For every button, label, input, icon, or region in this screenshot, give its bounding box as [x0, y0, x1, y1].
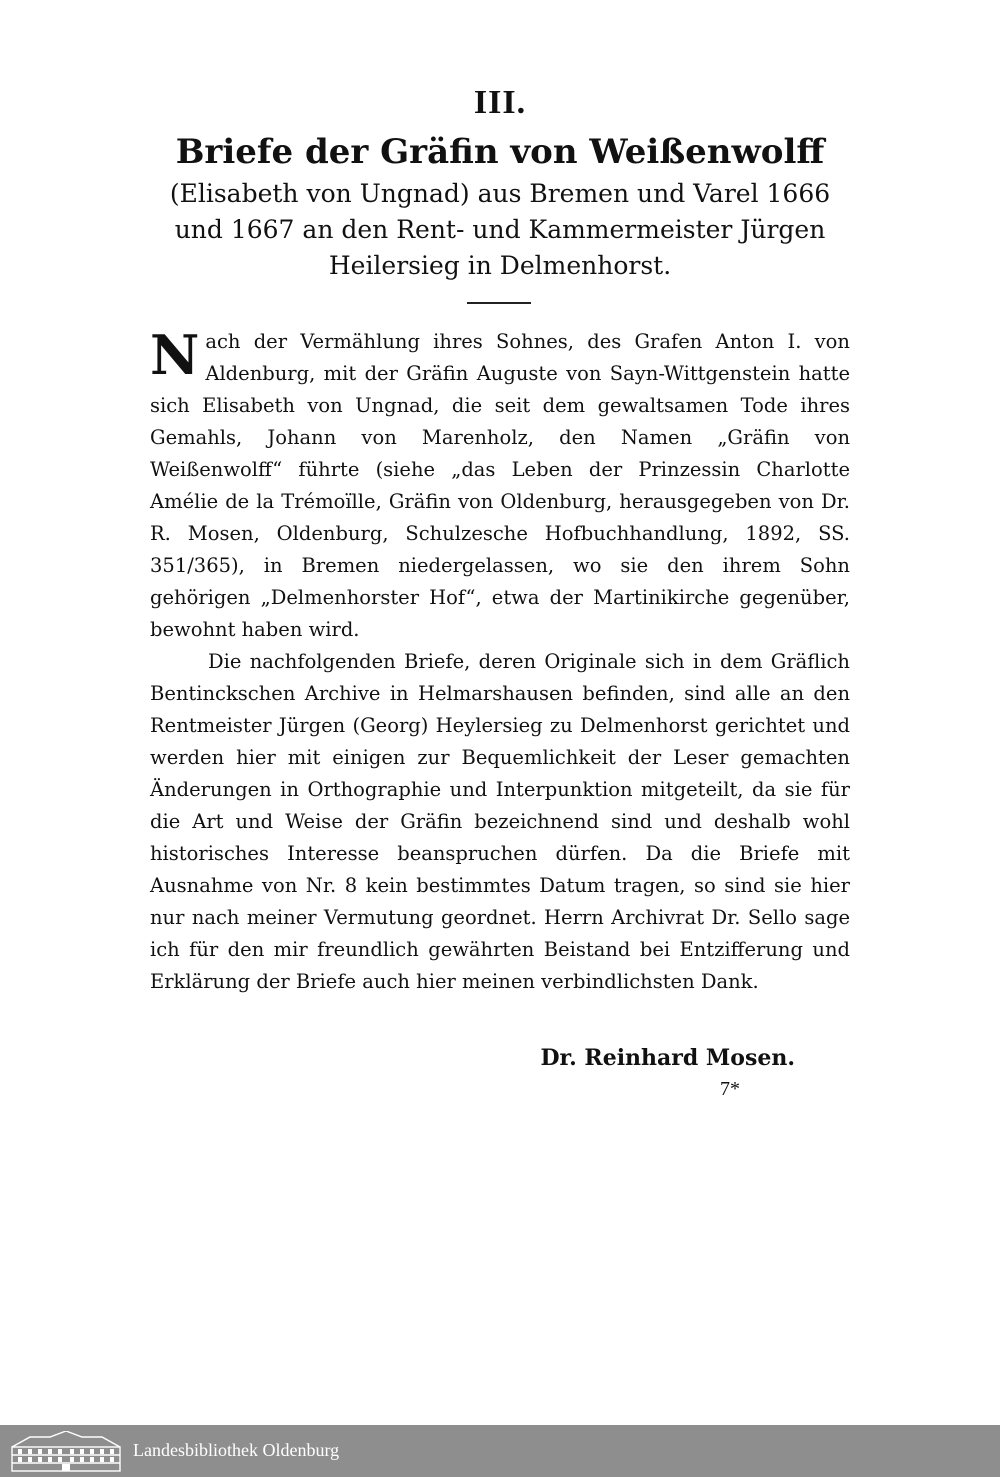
author-signature: Dr. Reinhard Mosen. [540, 1045, 795, 1071]
drop-cap: N [150, 323, 200, 387]
chapter-subtitle [140, 176, 860, 284]
paragraph-2: Die nachfolgenden Briefe, deren Originale sich in dem Gräflich Bentinckschen Archive in Helmarshausen befinden, sind alle an den Rentmeister Jürgen (Georg) Heylersieg zu Delmenhorst gerichtet und werden hier mit einigen zur Bequemlichkeit der Leser gemachten Änderungen in Orthographie und Interpunktion mitgeteilt, da sie für die Art und Weise der Gräfin bezeichnend sind und deshalb wohl historisches Interesse beanspruchen dürfen. Da die Briefe mit Ausnahme von Nr. 8 kein bestimmtes Datum tragen, so sind sie hier nur nach meiner Vermutung geordnet. Herrn Archivrat Dr. Sello sage ich für den mir freundlich gewährten Beistand bei Entzifferung und Erklärung der Briefe auch hier meinen verbindlichsten Dank. [150, 650, 850, 993]
title-divider [467, 302, 531, 304]
subtitle-line: und 1667 an den Rent- und Kammermeister Jürgen [174, 215, 826, 244]
chapter-number: III. [473, 84, 527, 121]
subtitle-line: Heilersieg in Delmenhorst. [328, 251, 672, 280]
paragraph-1-text: ach der Vermählung ihres Sohnes, des Grafen Anton I. von Aldenburg, mit der Gräfin Auguste von Sayn-Wittgenstein hatte sich Elisabeth von Ungnad, die seit dem gewaltsamen Tode ihres Gemahls, Johann von Marenholz, den Namen „Gräfin von Weißenwolff“ führte (siehe „das Leben der Prinzessin Charlotte Amélie de la Trémoïlle, Gräfin von Oldenburg, herausgegeben von Dr. R. Mosen, Oldenburg, Schulzesche Hofbuchhandlung, 1892, SS. 351/365), in Bremen niedergelassen, wo sie den ihrem Sohn gehörigen „Delmenhorster Hof“, etwa der Martinikirche gegenüber, bewohnt haben wird. [150, 330, 850, 641]
page-number: 7* [720, 1078, 740, 1100]
chapter-title: Briefe der Gräfin von Weißenwolff [175, 132, 825, 172]
body-text [150, 323, 850, 998]
paragraph-1 [150, 323, 850, 646]
footer-bar [0, 1425, 1000, 1477]
subtitle-line: (Elisabeth von Ungnad) aus Bremen und Varel 1666 [169, 179, 831, 208]
footer-institution-name: Landesbibliothek Oldenburg [133, 1440, 340, 1460]
library-building-icon [10, 1431, 122, 1473]
